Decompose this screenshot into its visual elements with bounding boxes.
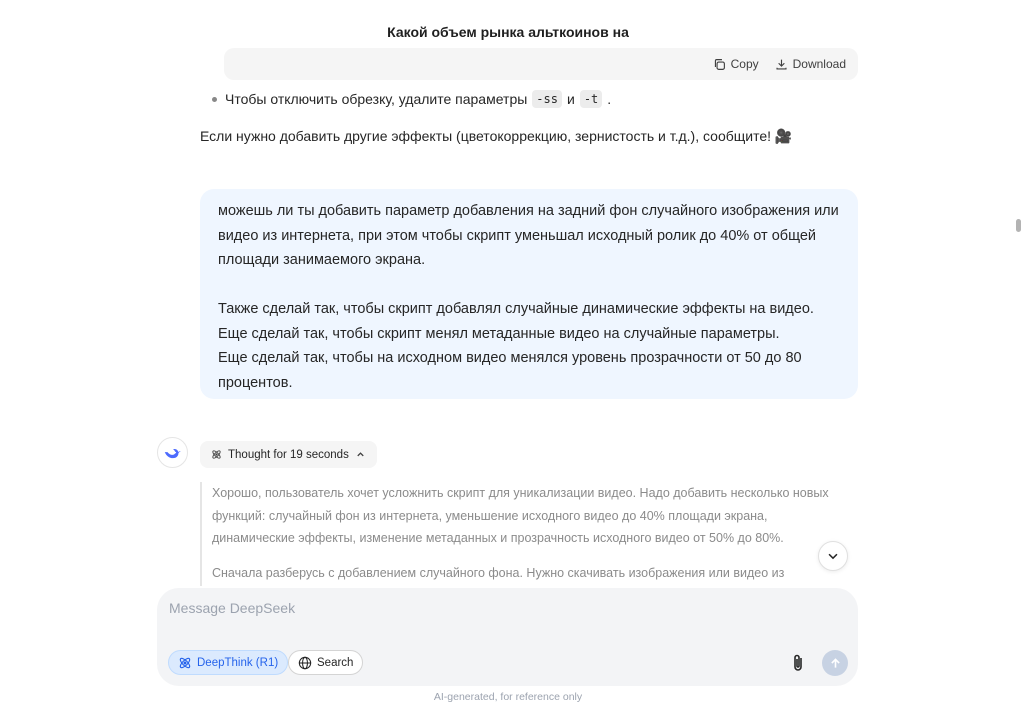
attach-button[interactable] [788,652,808,674]
copy-label: Copy [730,57,759,71]
chevron-up-icon [355,449,366,460]
thought-toggle[interactable] [200,441,377,468]
user-message-line: процентов. [218,374,293,391]
paperclip-icon [790,653,806,673]
search-toggle[interactable] [288,650,363,675]
download-label: Download [792,57,846,71]
scrollbar-thumb[interactable] [1016,219,1021,232]
inline-code: -t [580,90,602,108]
user-message-line: можешь ли ты добавить параметр добавления на задний фон случайного изображения или [218,203,839,219]
deepthink-label: DeepThink (R1) [197,656,279,669]
assistant-avatar [157,437,188,468]
download-button[interactable] [775,57,846,71]
scroll-to-bottom-button[interactable] [818,541,848,571]
atom-icon [178,656,192,670]
ai-disclaimer: AI-generated, for reference only [433,691,583,703]
deepthink-toggle[interactable] [168,650,288,675]
code-block-toolbar [224,48,858,80]
message-composer [157,588,858,686]
page-title: Какой объем рынка альткоинов на [387,24,629,40]
atom-icon [211,449,222,460]
thought-paragraph: Сначала разберусь с добавлением случайного фона. Нужно скачивать изображения или видео из [212,565,785,580]
user-message-line: Еще сделай так, чтобы на исходном видео менялся уровень прозрачности от 50 до 80 [218,350,802,366]
bullet-conj: и [566,91,575,107]
inline-code: -ss [532,90,562,108]
user-message-line: Еще сделай так, чтобы скрипт менял метаданные видео на случайные параметры. [218,325,780,342]
user-message [200,189,858,399]
list-item [212,90,611,108]
thought-label: Thought for 19 seconds [228,448,349,461]
thought-line: динамические эффекты, изменение метаданных и прозрачность исходного видео от 50% до 80%. [212,531,784,545]
thought-line: функций: случайный фон из интернета, уменьшение исходного видео до 40% площади экрана, [212,508,768,523]
globe-icon [298,656,312,670]
download-icon [775,58,788,71]
user-message-line: видео из интернета, при этом чтобы скрипт уменьшал исходный ролик до 40% от общей [218,227,817,244]
message-input[interactable] [169,600,829,616]
arrow-up-icon [829,657,842,670]
bullet-dot [212,97,217,102]
user-message-line: площади занимаемого экрана. [218,252,426,268]
user-message-line: Также сделай так, чтобы скрипт добавлял случайные динамические эффекты на видео. [218,301,814,317]
deepseek-whale-icon [162,442,184,464]
thought-content [200,482,850,586]
thought-line: Хорошо, пользователь хочет усложнить скрипт для уникализации видео. Надо добавить несколько новых [212,486,829,500]
copy-icon [713,58,726,71]
search-label: Search [317,656,354,669]
chevron-down-icon [826,549,840,563]
assistant-closing-text: Если нужно добавить другие эффекты (цветокоррекцию, зернистость и т.д.), сообщите! 🎥 [200,128,793,144]
send-button[interactable] [822,650,848,676]
bullet-text: Чтобы отключить обрезку, удалите параметры [225,91,528,107]
copy-button[interactable] [713,57,759,71]
bullet-suffix: . [607,91,612,107]
thought-paragraph [212,482,850,550]
